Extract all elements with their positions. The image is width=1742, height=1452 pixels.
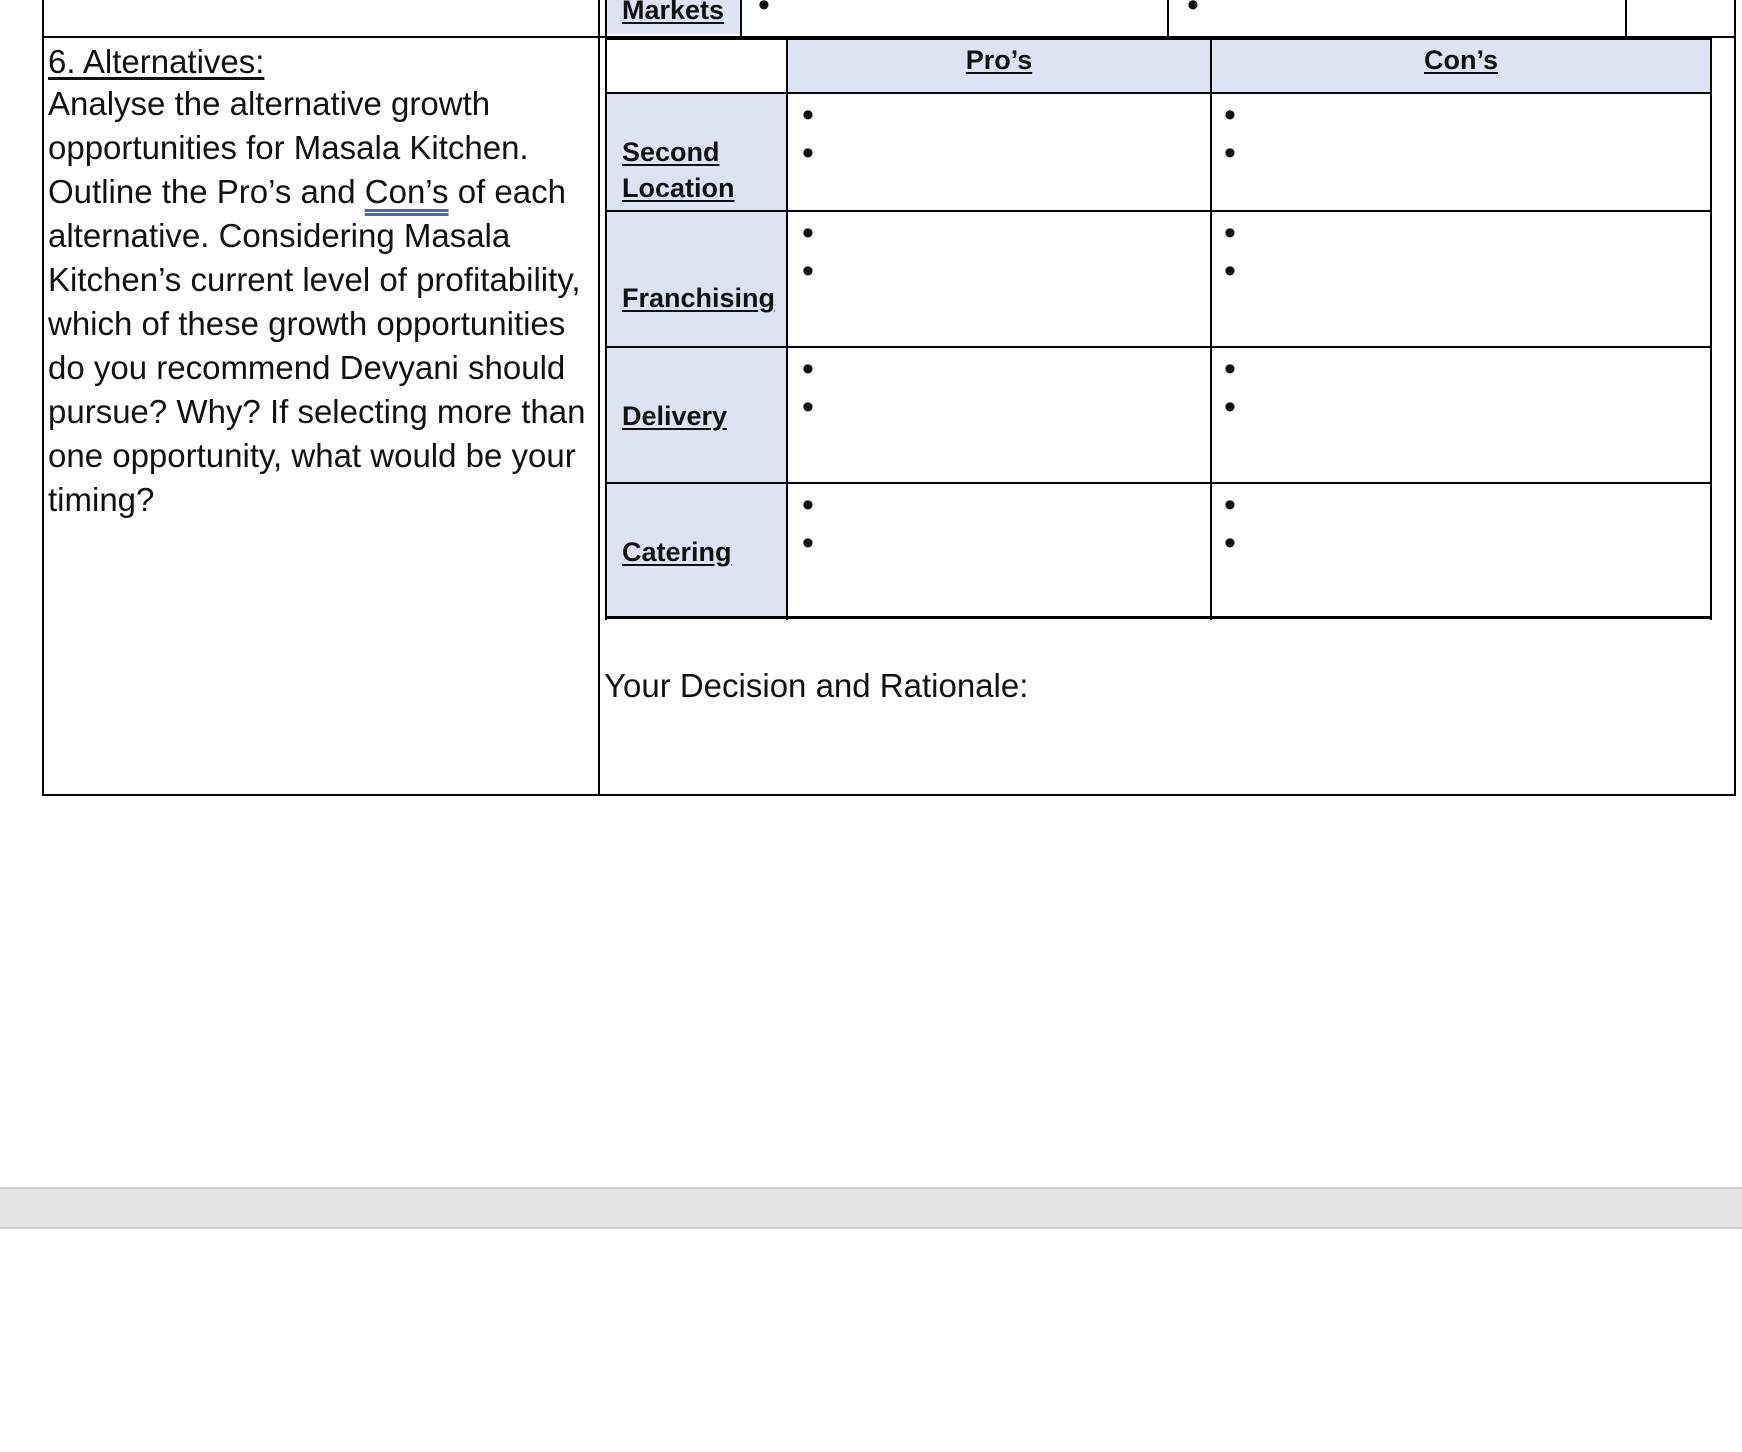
outer-bottom-border	[42, 794, 1736, 796]
row-label-franchising: Franchising	[622, 283, 776, 313]
question-cons-word: Con’s	[364, 173, 449, 210]
catering-con-bullet-1: •	[1224, 486, 1236, 524]
catering-con-bullet-2: •	[1224, 524, 1236, 562]
markets-pros-bullet: •	[758, 0, 770, 24]
delivery-con-bullet-2: •	[1224, 388, 1236, 426]
outer-left-border	[42, 0, 44, 796]
outer-right-border	[1734, 0, 1736, 796]
question-text	[48, 82, 588, 522]
markets-row-label: Markets	[622, 0, 725, 25]
markets-cons-bullet: •	[1187, 0, 1199, 24]
question-text-part1: Analyse the alternative growth opportunities for Masala Kitchen. Outline the Pro’s and	[48, 85, 529, 210]
second-location-con-bullet-2: •	[1224, 134, 1236, 172]
catering-pro-bullet-1: •	[802, 486, 814, 524]
row-label-second-location: Second Location	[622, 137, 735, 203]
question-title: 6. Alternatives:	[48, 43, 265, 80]
franchising-pro-bullet-2: •	[802, 252, 814, 290]
delivery-pro-bullet-1: •	[802, 350, 814, 388]
cons-column-header: Con’s	[1424, 45, 1498, 75]
franchising-con-bullet-2: •	[1224, 252, 1236, 290]
franchising-pro-bullet-1: •	[802, 214, 814, 252]
row-label-delivery: Delivery	[622, 401, 728, 431]
question-text-part2: of each alternative. Considering Masala Kitchen’s current level of profitability, which of these growth opportunities do you recommend Devyani should pursue? Why? If selecting more than one opportunity, what would be your timing?	[48, 173, 586, 518]
catering-pro-bullet-2: •	[802, 524, 814, 562]
horizontal-scrollbar[interactable]	[0, 1187, 1742, 1229]
pros-column-header: Pro’s	[965, 45, 1033, 75]
column-divider	[598, 0, 600, 796]
second-location-con-bullet-1: •	[1224, 96, 1236, 134]
decision-rationale-label: Your Decision and Rationale:	[604, 667, 1029, 704]
row-label-catering: Catering	[622, 537, 732, 567]
delivery-pro-bullet-2: •	[802, 388, 814, 426]
second-location-pro-bullet-1: •	[802, 96, 814, 134]
delivery-con-bullet-1: •	[1224, 350, 1236, 388]
franchising-con-bullet-1: •	[1224, 214, 1236, 252]
second-location-pro-bullet-2: •	[802, 134, 814, 172]
